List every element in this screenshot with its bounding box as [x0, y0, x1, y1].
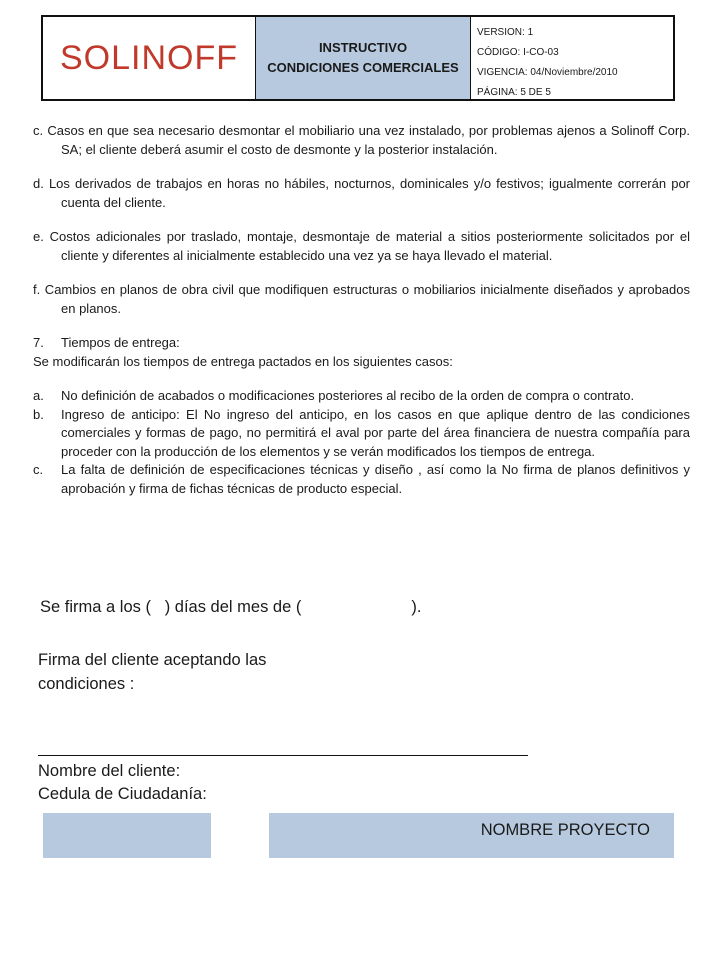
title-line-2: CONDICIONES COMERCIALES [267, 60, 459, 75]
document-body [33, 122, 690, 498]
client-name-label: Nombre del cliente: [38, 762, 181, 780]
solinoff-logo: SOLINOFF [59, 38, 239, 77]
client-accept-line-2: condiciones : [38, 675, 135, 693]
signature-rule [38, 755, 528, 756]
list-item [33, 461, 690, 498]
signature-date-line: Se firma a los ( ) días del mes de ( ). [40, 598, 422, 616]
list-item-label: b. [33, 406, 44, 422]
pagina-field: PÁGINA: 5 DE 5 [477, 87, 551, 98]
client-id-label: Cedula de Ciudadanía: [38, 785, 207, 803]
paragraph-c: c. Casos en que sea necesario desmontar el mobiliario una vez instalado, por problemas ajenos a Solinoff Corp. SA; el cliente deberá asumir el costo de desmonte y la posterior instalación. [33, 123, 690, 157]
vigencia-field: VIGENCIA: 04/Noviembre/2010 [477, 67, 618, 78]
list-item-label: a. [33, 388, 44, 403]
meta-cell [471, 17, 673, 99]
section-7-number: 7. [33, 335, 44, 350]
section-7-heading [33, 334, 690, 353]
paragraph-e: e. Costos adicionales por traslado, montaje, desmontaje de material a sitios posteriormente solicitados por el cliente y diferentes al inicialmente establecido una vez ya se haya llevado el material. [33, 229, 690, 263]
project-name-box [269, 813, 674, 858]
footer-box-left [43, 813, 211, 858]
client-acceptance [38, 648, 318, 696]
paragraph-d: d. Los derivados de trabajos en horas no hábiles, nocturnos, dominicales y/o festivos; igualmente correrán por cuenta del cliente. [33, 176, 690, 210]
list-item-label: c. [33, 462, 44, 477]
client-accept-line-1: Firma del cliente aceptando las [38, 651, 267, 669]
project-name-label: NOMBRE PROYECTO [480, 821, 650, 839]
list-item [33, 406, 690, 462]
paragraph-f: f. Cambios en planos de obra civil que modifiquen estructuras o mobiliarios inicialmente diseñados y aprobados en planos. [33, 282, 690, 316]
list-item [33, 387, 690, 406]
section-7-intro: Se modificarán los tiempos de entrega pactados en los siguientes casos: [33, 353, 453, 369]
title-cell [255, 17, 471, 99]
document-header [41, 15, 675, 101]
title-line-1: INSTRUCTIVO [318, 40, 408, 55]
list-item-text: La falta de definición de especificaciones técnicas y diseño , así como la No firma de planos definitivos y aprobación y firma de fichas técnicas de producto especial. [61, 462, 690, 496]
codigo-field: CÓDIGO: I-CO-03 [477, 47, 559, 58]
list-item-text: No definición de acabados o modificaciones posteriores al recibo de la orden de compra o contrato. [61, 388, 635, 403]
client-identity-labels [38, 760, 207, 806]
version-field: VERSION: 1 [477, 27, 534, 38]
section-7-title: Tiempos de entrega: [61, 335, 180, 350]
list-item-text: Ingreso de anticipo: El No ingreso del anticipo, en los casos en que aplique dentro de las condiciones comerciales y formas de pago, no permitirá el aval por parte del área financiera de nuestra compañía para proceder con la producción de los elementos y se verán modificados los tiempos de entrega. [61, 406, 690, 459]
logo-cell [43, 17, 255, 99]
